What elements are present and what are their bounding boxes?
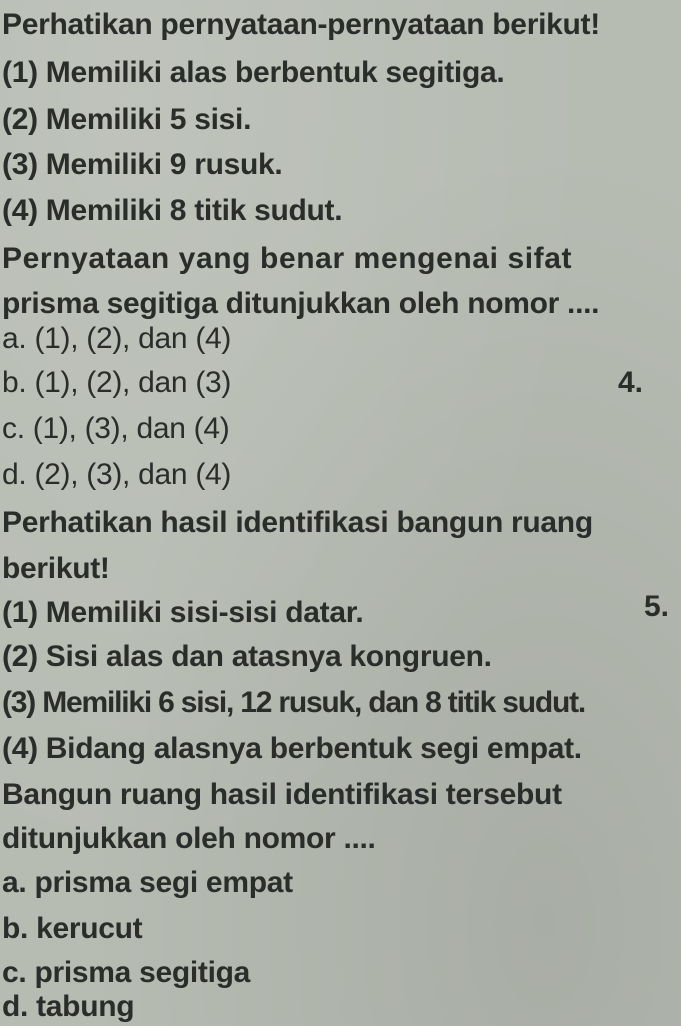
q4-statement-4: (4) Memiliki 8 titik sudut.	[2, 194, 343, 227]
q4-option-c: c. (1), (3), dan (4)	[2, 412, 230, 445]
q5-question-line-2: ditunjukkan oleh nomor ....	[2, 822, 376, 855]
q5-option-d: d. tabung	[2, 990, 135, 1023]
q5-statement-3: (3) Memiliki 6 sisi, 12 rusuk, dan 8 titik sudut.	[2, 686, 586, 719]
q5-number: 5.	[644, 590, 670, 623]
q4-option-b: b. (1), (2), dan (3)	[2, 366, 232, 399]
q4-option-a: a. (1), (2), dan (4)	[2, 322, 232, 355]
q4-question-line-2: prisma segitiga ditunjukkan oleh nomor ....	[2, 287, 600, 320]
q4-question-line-1: Pernyataan yang benar mengenai sifat	[2, 242, 573, 275]
q4-number: 4.	[618, 366, 644, 399]
q5-statement-1: (1) Memiliki sisi-sisi datar.	[2, 596, 364, 629]
q4-option-d: d. (2), (3), dan (4)	[2, 458, 232, 491]
q4-statement-2: (2) Memiliki 5 sisi.	[2, 103, 252, 136]
q5-intro-line-1: Perhatikan hasil identifikasi bangun ruang	[2, 506, 593, 539]
q5-statement-4: (4) Bidang alasnya berbentuk segi empat.	[2, 732, 582, 765]
q5-question-line-1: Bangun ruang hasil identifikasi tersebut	[2, 778, 562, 811]
q4-statement-1: (1) Memiliki alas berbentuk segitiga.	[2, 56, 505, 89]
q4-statement-3: (3) Memiliki 9 rusuk.	[2, 148, 283, 181]
q5-intro-line-2: berikut!	[2, 552, 110, 585]
q5-option-b: b. kerucut	[2, 912, 143, 945]
q5-option-c: c. prisma segitiga	[2, 956, 251, 989]
q4-intro: Perhatikan pernyataan-pernyataan berikut!	[2, 8, 600, 41]
q5-statement-2: (2) Sisi alas dan atasnya kongruen.	[2, 640, 492, 673]
q5-option-a: a. prisma segi empat	[2, 866, 293, 899]
